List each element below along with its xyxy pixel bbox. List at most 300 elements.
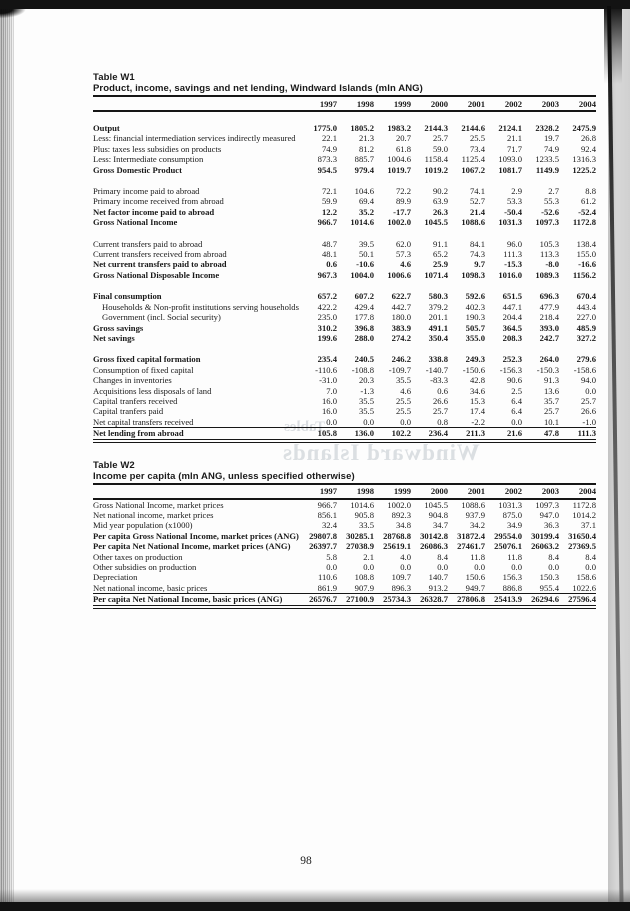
value-cell: 1316.3 (572, 154, 596, 165)
value-cell: 21.1 (506, 133, 522, 144)
table-row (93, 499, 596, 510)
value-cell: 63.9 (432, 196, 448, 207)
value-cell: 35.2 (358, 206, 374, 217)
value-cell: 39.5 (358, 238, 374, 249)
year-header: 2003 (522, 97, 559, 111)
value-cell: 949.7 (465, 582, 485, 593)
value-cell: -156.3 (499, 364, 522, 375)
year-header: 2004 (559, 97, 596, 111)
spacer-cell (93, 280, 596, 291)
value-cell: 26397.7 (309, 541, 337, 552)
value-cell: 211.3 (448, 428, 485, 441)
value-cell: 15.3 (469, 395, 485, 406)
value-cell: 21.3 (358, 133, 374, 144)
row-label: Final consumption (93, 291, 162, 302)
table-w1 (93, 97, 596, 443)
value-cell: 1022.6 (572, 582, 596, 593)
value-cell: 1172.8 (572, 217, 596, 228)
row-label: Per capita Gross National Income, market prices (ANG) (93, 530, 299, 541)
value-cell: 6.4 (511, 395, 522, 406)
value-cell: 21.6 (485, 428, 522, 441)
table-row (93, 259, 596, 269)
value-cell: 0.0 (585, 562, 596, 572)
value-cell: 25076.1 (494, 541, 522, 552)
row-label: Mid year population (x1000) (93, 520, 193, 531)
value-cell: 158.6 (576, 572, 596, 583)
spacer-cell (93, 111, 596, 123)
value-cell: 1088.6 (461, 499, 485, 510)
value-cell: 25.9 (432, 259, 448, 270)
value-cell: 33.5 (358, 520, 374, 531)
value-cell: 0.0 (437, 562, 448, 572)
value-cell: 8.4 (548, 551, 559, 562)
value-cell: 1097.3 (535, 499, 559, 510)
value-cell: 1098.3 (461, 269, 485, 280)
value-cell: 1006.6 (387, 269, 411, 280)
table-row (93, 239, 596, 249)
value-cell: 19.7 (543, 133, 559, 144)
value-cell: 2.5 (511, 385, 522, 396)
table-row (93, 594, 596, 607)
value-cell: 27596.4 (559, 594, 596, 607)
value-cell: -110.6 (315, 364, 337, 375)
value-cell: 218.4 (539, 312, 559, 323)
value-cell: 180.0 (391, 312, 411, 323)
value-cell: 892.3 (391, 509, 411, 520)
value-cell: 0.0 (326, 562, 337, 572)
value-cell: 622.7 (391, 291, 411, 302)
value-cell: 886.8 (502, 582, 522, 593)
value-cell: 1019.2 (424, 164, 448, 175)
value-cell: 1031.3 (498, 217, 522, 228)
value-cell: 190.3 (465, 312, 485, 323)
table-w2-title: Income per capita (mln ANG, unless specified otherwise) (93, 471, 596, 485)
value-cell: 105.8 (300, 428, 337, 441)
value-cell: 0.0 (474, 562, 485, 572)
value-cell: 1089.3 (535, 269, 559, 280)
value-cell: 485.9 (576, 322, 596, 333)
value-cell: 1019.7 (387, 164, 411, 175)
value-cell: 1031.3 (498, 499, 522, 510)
value-cell: 25619.1 (383, 541, 411, 552)
value-cell: 1233.5 (535, 154, 559, 165)
table-row (93, 365, 596, 375)
row-label: Primary income received from abroad (93, 196, 224, 207)
value-cell: 947.0 (539, 509, 559, 520)
row-label: Less: financial intermediation services indirectly measured (93, 133, 296, 144)
value-cell: 2.9 (511, 186, 522, 197)
value-cell: 592.6 (465, 291, 485, 302)
value-cell: 2475.9 (572, 123, 596, 133)
value-cell: 156.3 (502, 572, 522, 583)
value-cell: -17.7 (393, 206, 411, 217)
row-label: Net national income, market prices (93, 509, 214, 520)
year-header: 2000 (411, 97, 448, 111)
value-cell: 1045.5 (424, 217, 448, 228)
value-cell: 25.7 (432, 133, 448, 144)
value-cell: -1.0 (582, 416, 596, 427)
value-cell: -140.7 (425, 364, 448, 375)
row-label: Gross National Income (93, 217, 178, 228)
row-label: Consumption of fixed capital (93, 364, 194, 375)
row-label: Other subsidies on production (93, 562, 197, 572)
value-cell: 177.8 (354, 312, 374, 323)
value-cell: 2144.3 (424, 123, 448, 133)
value-cell: 27369.5 (568, 541, 596, 552)
value-cell: 1016.0 (498, 269, 522, 280)
value-cell: 651.5 (502, 291, 522, 302)
table-w2-section (93, 460, 596, 609)
value-cell: 279.6 (576, 354, 596, 365)
value-cell: 111.3 (559, 428, 596, 441)
year-header: 1999 (374, 485, 411, 499)
value-cell: -52.6 (541, 206, 559, 217)
year-header: 2003 (522, 485, 559, 499)
row-label: Households & Non-profit institutions serving households (102, 301, 299, 312)
value-cell: 955.4 (539, 582, 559, 593)
value-cell: 954.5 (317, 164, 337, 175)
scan-bottom-border (0, 902, 630, 911)
year-header: 1998 (337, 97, 374, 111)
value-cell: 1093.0 (498, 154, 522, 165)
value-cell: 236.4 (411, 428, 448, 441)
row-label: Other taxes on production (93, 551, 183, 562)
value-cell: 91.1 (432, 238, 448, 249)
value-cell: -158.6 (573, 364, 596, 375)
value-cell: 20.7 (395, 133, 411, 144)
year-header: 2004 (559, 485, 596, 499)
row-label: Acquisitions less disposals of land (93, 385, 212, 396)
value-cell: 25.5 (395, 395, 411, 406)
value-cell: 0.8 (437, 416, 448, 427)
row-label: Government (incl. Social security) (102, 312, 221, 323)
value-cell: 1004.0 (350, 269, 374, 280)
value-cell: 0.0 (548, 562, 559, 572)
value-cell: 242.7 (539, 332, 559, 343)
value-cell: -8.0 (545, 259, 559, 270)
value-cell: 5.8 (326, 551, 337, 562)
value-cell: 447.1 (502, 301, 522, 312)
value-cell: 72.1 (321, 186, 337, 197)
table-row (93, 217, 596, 227)
value-cell: 873.3 (317, 154, 337, 165)
table-row (93, 583, 596, 594)
value-cell: 8.8 (585, 186, 596, 197)
value-cell: 102.2 (374, 428, 411, 441)
value-cell: 249.3 (465, 354, 485, 365)
value-cell: 967.3 (317, 269, 337, 280)
row-label: Depreciation (93, 572, 138, 583)
value-cell: 4.0 (400, 551, 411, 562)
value-cell: 53.3 (506, 196, 522, 207)
value-cell: -2.2 (471, 416, 485, 427)
value-cell: 47.8 (522, 428, 559, 441)
value-cell: 26063.2 (531, 541, 559, 552)
value-cell: 26.6 (580, 406, 596, 417)
value-cell: 27806.8 (448, 594, 485, 607)
value-cell: -50.4 (504, 206, 522, 217)
value-cell: 2.7 (548, 186, 559, 197)
table-row (93, 270, 596, 280)
value-cell: 966.7 (317, 217, 337, 228)
value-cell: 27100.9 (337, 594, 374, 607)
value-cell: 61.2 (580, 196, 596, 207)
value-cell: 11.8 (507, 551, 522, 562)
value-cell: 69.4 (358, 196, 374, 207)
value-cell: 42.8 (469, 375, 485, 386)
value-cell: 0.0 (326, 416, 337, 427)
value-cell: 25.5 (469, 133, 485, 144)
value-cell: 252.3 (502, 354, 522, 365)
value-cell: 0.0 (585, 385, 596, 396)
table-w1-heading: Table W1 (93, 72, 135, 83)
table-row (93, 406, 596, 416)
value-cell: 6.4 (511, 406, 522, 417)
value-cell: 113.3 (539, 249, 559, 260)
table-row (93, 133, 596, 143)
value-cell: 264.0 (539, 354, 559, 365)
value-cell: 0.6 (326, 259, 337, 270)
scan-top-border (0, 0, 630, 9)
value-cell: 8.4 (437, 551, 448, 562)
value-cell: 905.8 (354, 509, 374, 520)
value-cell: 111.3 (503, 249, 522, 260)
value-cell: 355.0 (465, 332, 485, 343)
value-cell: 2328.2 (535, 123, 559, 133)
value-cell: 4.6 (400, 385, 411, 396)
value-cell: 429.4 (354, 301, 374, 312)
value-cell: 108.8 (354, 572, 374, 583)
value-cell: 364.5 (502, 322, 522, 333)
table-row (93, 196, 596, 206)
value-cell: 913.2 (428, 582, 448, 593)
value-cell: 1045.5 (424, 499, 448, 510)
table-row (93, 302, 596, 312)
value-cell: 477.9 (539, 301, 559, 312)
year-header: 2002 (485, 485, 522, 499)
table-row (93, 207, 596, 217)
value-cell: 856.1 (317, 509, 337, 520)
value-cell: 31872.4 (457, 530, 485, 541)
value-cell: 1097.3 (535, 217, 559, 228)
table-w1-title: Product, income, savings and net lending, Windward Islands (mln ANG) (93, 83, 596, 97)
row-label: Net savings (93, 332, 135, 343)
value-cell: 208.3 (502, 332, 522, 343)
row-label: Plus: taxes less subsidies on products (93, 143, 222, 154)
value-cell: 150.3 (539, 572, 559, 583)
value-cell: 90.2 (432, 186, 448, 197)
year-header: 2002 (485, 97, 522, 111)
year-header-row (93, 97, 596, 111)
value-cell: 443.4 (576, 301, 596, 312)
row-label: Net capital transfers received (93, 416, 194, 427)
table-row (93, 562, 596, 572)
value-cell: 16.0 (321, 395, 337, 406)
table-row (93, 552, 596, 562)
value-cell: 35.5 (358, 395, 374, 406)
row-label: Output (93, 123, 120, 133)
row-label: Capital tranfers received (93, 395, 178, 406)
value-cell: -31.0 (319, 375, 337, 386)
table-row (93, 291, 596, 301)
value-cell: 92.4 (580, 143, 596, 154)
value-cell: 10.1 (543, 416, 559, 427)
value-cell: 7.0 (326, 385, 337, 396)
value-cell: 84.1 (469, 238, 485, 249)
value-cell: -16.6 (578, 259, 596, 270)
value-cell: 109.7 (391, 572, 411, 583)
value-cell: 0.0 (511, 562, 522, 572)
value-cell: 74.9 (543, 143, 559, 154)
value-cell: 35.5 (358, 406, 374, 417)
row-label: Primary income paid to abroad (93, 186, 200, 197)
value-cell: 904.8 (428, 509, 448, 520)
value-cell: 36.3 (543, 520, 559, 531)
value-cell: 52.7 (469, 196, 485, 207)
value-cell: 0.0 (363, 562, 374, 572)
table-row (93, 428, 596, 441)
value-cell: -15.3 (504, 259, 522, 270)
value-cell: 26.8 (580, 133, 596, 144)
value-cell: 4.6 (400, 259, 411, 270)
value-cell: 1805.2 (350, 123, 374, 133)
value-cell: 73.4 (469, 143, 485, 154)
top-left-corner-shadow (0, 9, 36, 22)
value-cell: 91.3 (543, 375, 559, 386)
book-page-edges-left (0, 9, 14, 902)
value-cell: 422.2 (317, 301, 337, 312)
value-cell: 1002.0 (387, 217, 411, 228)
table-w2-heading: Table W2 (93, 459, 135, 471)
value-cell: 105.3 (539, 238, 559, 249)
value-cell: 25734.3 (374, 594, 411, 607)
value-cell: -52.4 (578, 206, 596, 217)
table-row (93, 417, 596, 428)
value-cell: 138.4 (576, 238, 596, 249)
value-cell: 288.0 (354, 332, 374, 343)
value-cell: 235.0 (317, 312, 337, 323)
row-label: Current transfers paid to abroad (93, 238, 203, 249)
value-cell: 657.2 (317, 291, 337, 302)
value-cell: 383.9 (391, 322, 411, 333)
table-row (93, 123, 596, 133)
value-cell: 25.7 (580, 395, 596, 406)
value-cell: 20.3 (358, 375, 374, 386)
value-cell: 140.7 (428, 572, 448, 583)
value-cell: 155.0 (576, 249, 596, 260)
year-header-spacer (93, 485, 300, 499)
value-cell: 907.9 (354, 582, 374, 593)
value-cell: 1014.6 (350, 217, 374, 228)
value-cell: 1067.2 (461, 164, 485, 175)
value-cell: 89.9 (395, 196, 411, 207)
value-cell: 26576.7 (300, 594, 337, 607)
row-label: Net factor income paid to abroad (93, 206, 215, 217)
table-row (93, 396, 596, 406)
value-cell: 199.6 (317, 332, 337, 343)
table-row (93, 312, 596, 322)
value-cell: 979.4 (354, 164, 374, 175)
value-cell: 0.0 (400, 416, 411, 427)
value-cell: 1002.0 (387, 499, 411, 510)
value-cell: 25.7 (432, 406, 448, 417)
value-cell: 696.3 (539, 291, 559, 302)
value-cell: 25.5 (395, 406, 411, 417)
value-cell: 937.9 (465, 509, 485, 520)
spacer-row (93, 280, 596, 291)
year-header-row (93, 485, 596, 499)
row-label: Changes in inventories (93, 375, 172, 386)
table-row (93, 520, 596, 530)
table-row (93, 144, 596, 154)
row-label: Gross National Income, market prices (93, 499, 224, 510)
value-cell: 491.1 (428, 322, 448, 333)
value-cell: 1014.6 (350, 499, 374, 510)
value-cell: 59.0 (432, 143, 448, 154)
table-row (93, 154, 596, 164)
table-row (93, 249, 596, 259)
value-cell: 35.5 (395, 375, 411, 386)
value-cell: 885.7 (354, 154, 374, 165)
value-cell: 34.8 (395, 520, 411, 531)
bleedthrough-text: Windward Islands (282, 440, 480, 465)
value-cell: 30199.4 (531, 530, 559, 541)
page-content (93, 72, 596, 609)
value-cell: 74.3 (469, 249, 485, 260)
table-row (93, 572, 596, 582)
value-cell: 22.1 (321, 133, 337, 144)
value-cell: 580.3 (428, 291, 448, 302)
value-cell: 1004.6 (387, 154, 411, 165)
value-cell: 246.2 (391, 354, 411, 365)
row-label: Gross Domestic Product (93, 164, 182, 175)
value-cell: 30285.1 (346, 530, 374, 541)
value-cell: 26086.3 (420, 541, 448, 552)
year-header: 2001 (448, 97, 485, 111)
value-cell: 1158.4 (424, 154, 448, 165)
value-cell: -150.3 (536, 364, 559, 375)
value-cell: 0.0 (511, 416, 522, 427)
value-cell: 204.4 (502, 312, 522, 323)
value-cell: 1125.4 (461, 154, 485, 165)
value-cell: 26.6 (432, 395, 448, 406)
value-cell: 2.1 (363, 551, 374, 562)
value-cell: 35.7 (543, 395, 559, 406)
value-cell: 74.9 (321, 143, 337, 154)
table-row (93, 354, 596, 364)
value-cell: 62.0 (395, 238, 411, 249)
value-cell: 1088.6 (461, 217, 485, 228)
row-label: Net lending from abroad (93, 428, 300, 441)
value-cell: 402.3 (465, 301, 485, 312)
value-cell: 30142.8 (420, 530, 448, 541)
value-cell: -10.6 (356, 259, 374, 270)
value-cell: -83.3 (430, 375, 448, 386)
value-cell: 1983.2 (387, 123, 411, 133)
spacer-cell (93, 228, 596, 239)
value-cell: 55.3 (543, 196, 559, 207)
value-cell: 25.7 (543, 406, 559, 417)
table-row (93, 333, 596, 343)
value-cell: 26328.7 (411, 594, 448, 607)
value-cell: 50.1 (358, 249, 374, 260)
table-w1-section (93, 72, 596, 443)
value-cell: 17.4 (469, 406, 485, 417)
year-header: 1998 (337, 485, 374, 499)
value-cell: 29807.8 (309, 530, 337, 541)
row-label: Gross National Disposable Income (93, 269, 220, 280)
value-cell: 9.7 (474, 259, 485, 270)
